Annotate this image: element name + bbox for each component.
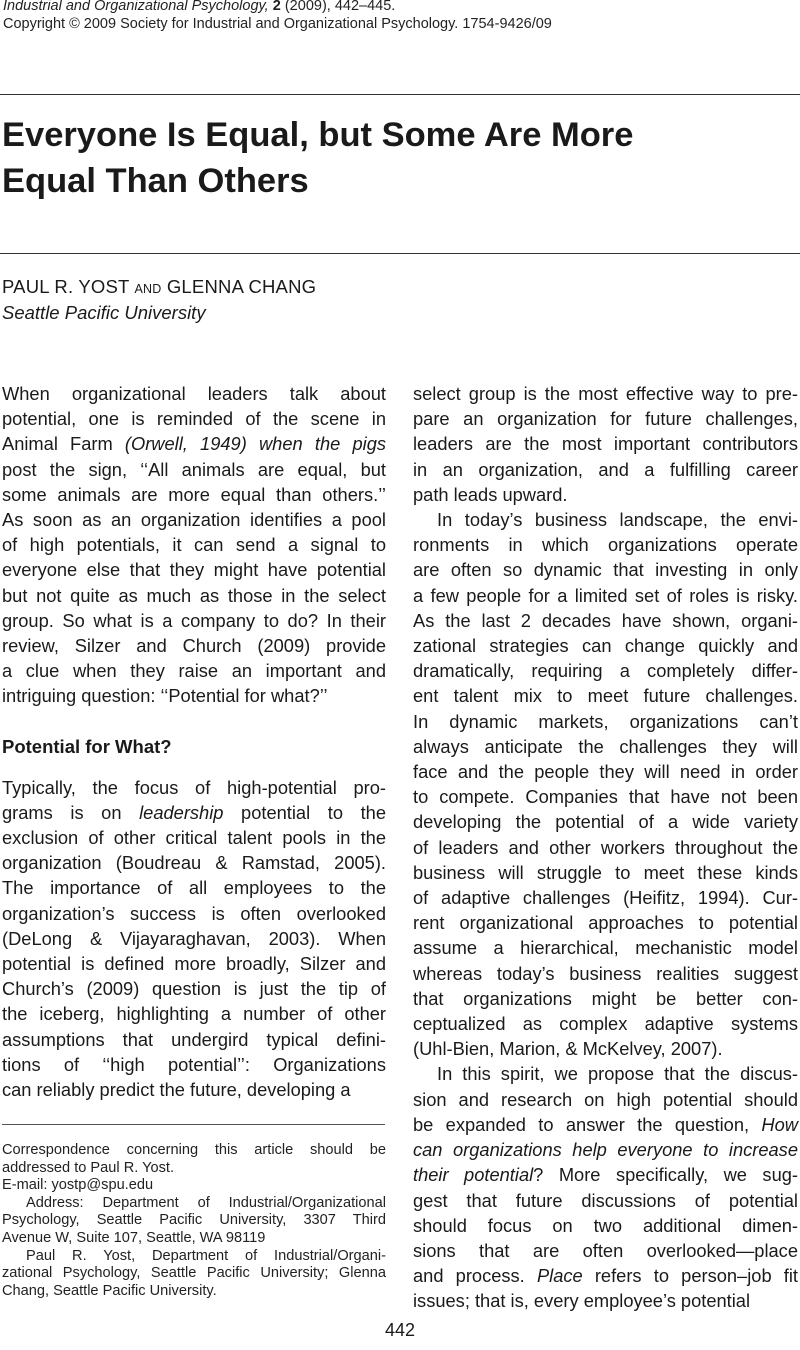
text-line: path leads upward. — [413, 483, 568, 505]
text-line: are often so dynamic that investing in only — [413, 559, 798, 581]
text-line: sions that are often overlooked—place — [413, 1239, 798, 1261]
text-line: As soon as an organization identifies a pool — [2, 509, 386, 531]
text-line: In dynamic markets, organizations can’t — [413, 710, 798, 732]
text-line: The importance of all employees to the — [2, 877, 386, 899]
text-line: As the last 2 decades have shown, organi- — [413, 609, 798, 631]
footnote-line: Correspondence concerning this article should be — [2, 1142, 386, 1158]
header-rule — [0, 94, 800, 95]
text-line: ceptualized as complex adaptive systems — [413, 1013, 798, 1035]
footnote-rule — [2, 1124, 385, 1125]
text-line: (Uhl-Bien, Marion, & McKelvey, 2007). — [413, 1038, 723, 1060]
text-line: Animal Farm (Orwell, 1949) when the pigs — [2, 433, 386, 455]
text-line: some animals are more equal than others.’’ — [2, 483, 386, 505]
text-line: zational strategies can change quickly and — [413, 635, 798, 657]
text-line: to compete. Companies that have not been — [413, 786, 798, 808]
author-conjunction: AND — [134, 282, 162, 296]
text-line: of high potentials, it can send a signal to — [2, 534, 386, 556]
text-line: assumptions that undergird typical defini- — [2, 1028, 386, 1050]
article-title — [2, 112, 798, 204]
text-line: be expanded to answer the question, How — [413, 1113, 798, 1135]
footnote-line: Address: Department of Industrial/Organizational — [26, 1194, 386, 1211]
text-line: whereas today’s business realities suggest — [413, 962, 798, 984]
text-line: post the sign, ‘‘All animals are equal, but — [2, 458, 386, 480]
text-line: ronments in which organizations operate — [413, 534, 798, 556]
text-line: leaders are the most important contributors — [413, 433, 798, 455]
paragraph — [413, 507, 798, 1061]
text-line: tions of ‘‘high potential’’: Organizations — [2, 1053, 386, 1075]
title-rule — [0, 253, 800, 254]
text-line: When organizational leaders talk about — [2, 383, 386, 404]
author-affiliation: Seattle Pacific University — [2, 302, 206, 323]
journal-header — [3, 0, 793, 33]
footnote-line: E-mail: yostp@spu.edu — [2, 1177, 154, 1194]
right-column — [413, 381, 798, 1314]
footnote-line: addressed to Paul R. Yost. — [2, 1159, 174, 1176]
title-line-2: Equal Than Others — [2, 162, 309, 200]
footnote-line: Psychology, Seattle Pacific University, 3307 Third — [2, 1212, 386, 1229]
text-line: In today’s business landscape, the envi- — [437, 509, 798, 531]
text-line: rent organizational approaches to potential — [413, 912, 798, 934]
text-line: potential, one is reminded of the scene in — [2, 408, 386, 430]
text-line: can organizations help everyone to increase — [413, 1139, 798, 1161]
text-line: pare an organization for future challenges, — [413, 408, 798, 430]
text-line: should focus on two additional dimen- — [413, 1214, 798, 1236]
text-line: and process. Place refers to person–job fit — [413, 1265, 798, 1287]
text-line: but not quite as much as those in the select — [2, 584, 386, 606]
text-line: face and the people they will need in order — [413, 761, 798, 783]
paragraph — [413, 1061, 798, 1313]
text-line: Church’s (2009) question is just the tip of — [2, 978, 386, 1000]
section-heading: Potential for What? — [2, 735, 172, 757]
author-name: GLENNA CHANG — [166, 276, 317, 297]
text-line: their potential? More specifically, we sug- — [413, 1164, 798, 1186]
text-line: a few people for a limited set of roles is risky. — [413, 584, 798, 606]
text-line: intriguing question: ‘‘Potential for what?’’ — [2, 685, 328, 707]
text-line: exclusion of other critical talent pools in the — [2, 827, 386, 849]
text-line: organization (Boudreau & Ramstad, 2005). — [2, 852, 386, 874]
paragraph — [2, 381, 386, 709]
paragraph — [2, 775, 386, 1103]
text-line: that organizations might be better con- — [413, 987, 798, 1009]
text-line: review, Silzer and Church (2009) provide — [2, 635, 386, 657]
footnote-line: Chang, Seattle Pacific University. — [2, 1282, 217, 1299]
footnote-line: zational Psychology, Seattle Pacific University; Glenna — [2, 1265, 386, 1282]
text-line: In this spirit, we propose that the discus- — [437, 1063, 798, 1085]
text-line: sion and research on high potential should — [413, 1088, 798, 1110]
author-list — [2, 275, 316, 301]
footnote-line: Paul R. Yost, Department of Industrial/Organi- — [26, 1247, 386, 1264]
text-line: Typically, the focus of high-potential pro- — [2, 776, 386, 798]
text-line: a clue when they raise an important and — [2, 660, 386, 682]
text-line: grams is on leadership potential to the — [2, 801, 386, 823]
footnotes — [2, 1142, 386, 1300]
text-line: always anticipate the challenges they will — [413, 735, 798, 757]
text-line: everyone else that they might have potential — [2, 559, 386, 581]
left-column — [2, 381, 386, 1102]
text-line: of adaptive challenges (Heifitz, 1994). Cur- — [413, 887, 798, 909]
paragraph — [413, 381, 798, 507]
title-line-1: Everyone Is Equal, but Some Are More — [2, 116, 634, 154]
text-line: (DeLong & Vijayaraghavan, 2003). When — [2, 927, 386, 949]
journal-citation: Industrial and Organizational Psychology, 2 (2009), 442–445. — [3, 0, 396, 14]
text-line: potential is defined more broadly, Silzer and — [2, 953, 386, 975]
copyright-line: Copyright © 2009 Society for Industrial and Organizational Psychology. 1754-9426/09 — [3, 16, 552, 32]
text-line: assume a hierarchical, mechanistic model — [413, 937, 798, 959]
footnote-line: Avenue W, Suite 107, Seattle, WA 98119 — [2, 1229, 266, 1246]
page-number: 442 — [384, 1320, 416, 1340]
text-line: dramatically, requiring a completely differ- — [413, 660, 798, 682]
text-line: in an organization, and a fulfilling career — [413, 458, 798, 480]
text-line: the iceberg, highlighting a number of other — [2, 1003, 386, 1025]
text-line: can reliably predict the future, developing a — [2, 1079, 351, 1101]
text-line: select group is the most effective way to pre- — [413, 383, 798, 404]
text-line: of leaders and other workers throughout the — [413, 836, 798, 858]
text-line: ent talent mix to meet future challenges. — [413, 685, 798, 707]
text-line: issues; that is, every employee’s potential — [413, 1290, 751, 1312]
text-line: organization’s success is often overlooked — [2, 902, 386, 924]
text-line: business will struggle to meet these kinds — [413, 861, 798, 883]
text-line: developing the potential of a wide variety — [413, 811, 798, 833]
text-line: gest that future discussions of potential — [413, 1189, 798, 1211]
text-line: group. So what is a company to do? In their — [2, 609, 386, 631]
author-name: PAUL R. YOST — [2, 276, 130, 297]
